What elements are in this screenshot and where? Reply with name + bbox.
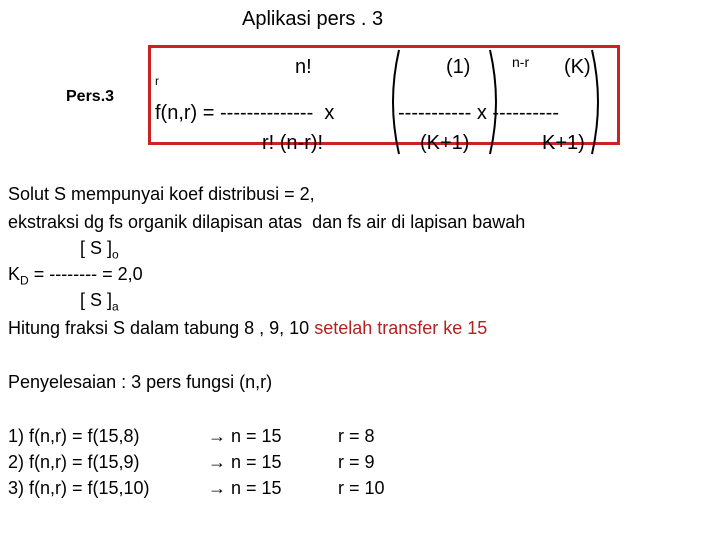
- formula-main-line: f(n,r) = -------------- x: [155, 102, 335, 124]
- body-line-2: ekstraksi dg fs organik dilapisan atas dan fs air di lapisan bawah: [8, 212, 526, 232]
- formula-one: (1): [446, 56, 471, 78]
- formula-n-minus-r: n-r: [512, 54, 530, 70]
- pers-label: Pers.3: [66, 88, 115, 105]
- solution-f-3: 3) f(n,r) = f(15,10): [8, 478, 150, 498]
- solution-n-2-text: n = 15: [231, 452, 282, 472]
- arrow-right-icon: →: [208, 426, 232, 446]
- s-aqueous-sub: a: [112, 299, 119, 314]
- formula-dashes-mid: ----------- x ----------: [398, 102, 559, 124]
- formula-k1-right: K+1): [542, 132, 585, 154]
- formula-r-small: r: [155, 74, 159, 88]
- kd-sub: D: [20, 273, 29, 288]
- solution-n-2: [208, 452, 282, 473]
- solution-n-3-text: n = 15: [231, 478, 282, 498]
- s-organic-sub: o: [112, 247, 119, 262]
- arrow-right-icon: →: [208, 478, 232, 498]
- formula-denominator: r! (n-r)!: [262, 132, 324, 154]
- formula-k1-left: (K+1): [420, 132, 470, 154]
- kd-rest: = -------- = 2,0: [28, 264, 143, 284]
- formula-k: (K): [564, 56, 591, 78]
- solution-f-2: 2) f(n,r) = f(15,9): [8, 452, 140, 472]
- solution-n-1: [208, 426, 282, 447]
- solution-r-3: r = 10: [338, 478, 385, 498]
- kd-equation: [8, 264, 143, 288]
- question-line: [8, 318, 487, 339]
- s-organic-text: [ S ]: [80, 238, 113, 258]
- solution-n-3: [208, 478, 282, 499]
- s-aqueous-text: [ S ]: [80, 290, 113, 310]
- question-text: Hitung fraksi S dalam tabung 8 , 9, 10: [8, 318, 315, 338]
- s-organic: [80, 238, 119, 262]
- arrow-right-icon: →: [208, 452, 232, 472]
- page-title: Aplikasi pers . 3: [242, 8, 384, 30]
- solution-r-1: r = 8: [338, 426, 375, 446]
- kd-label: K: [8, 264, 21, 284]
- solution-r-2: r = 9: [338, 452, 375, 472]
- solution-f-1: 1) f(n,r) = f(15,8): [8, 426, 140, 446]
- solution-n-1-text: n = 15: [231, 426, 282, 446]
- formula-n-factorial: n!: [295, 56, 312, 78]
- body-line-1: Solut S mempunyai koef distribusi = 2,: [8, 184, 315, 204]
- right-paren-2: [588, 48, 608, 156]
- solution-heading: Penyelesaian : 3 pers fungsi (n,r): [8, 372, 273, 392]
- question-highlight: setelah transfer ke 15: [314, 318, 488, 338]
- s-aqueous: [80, 290, 119, 314]
